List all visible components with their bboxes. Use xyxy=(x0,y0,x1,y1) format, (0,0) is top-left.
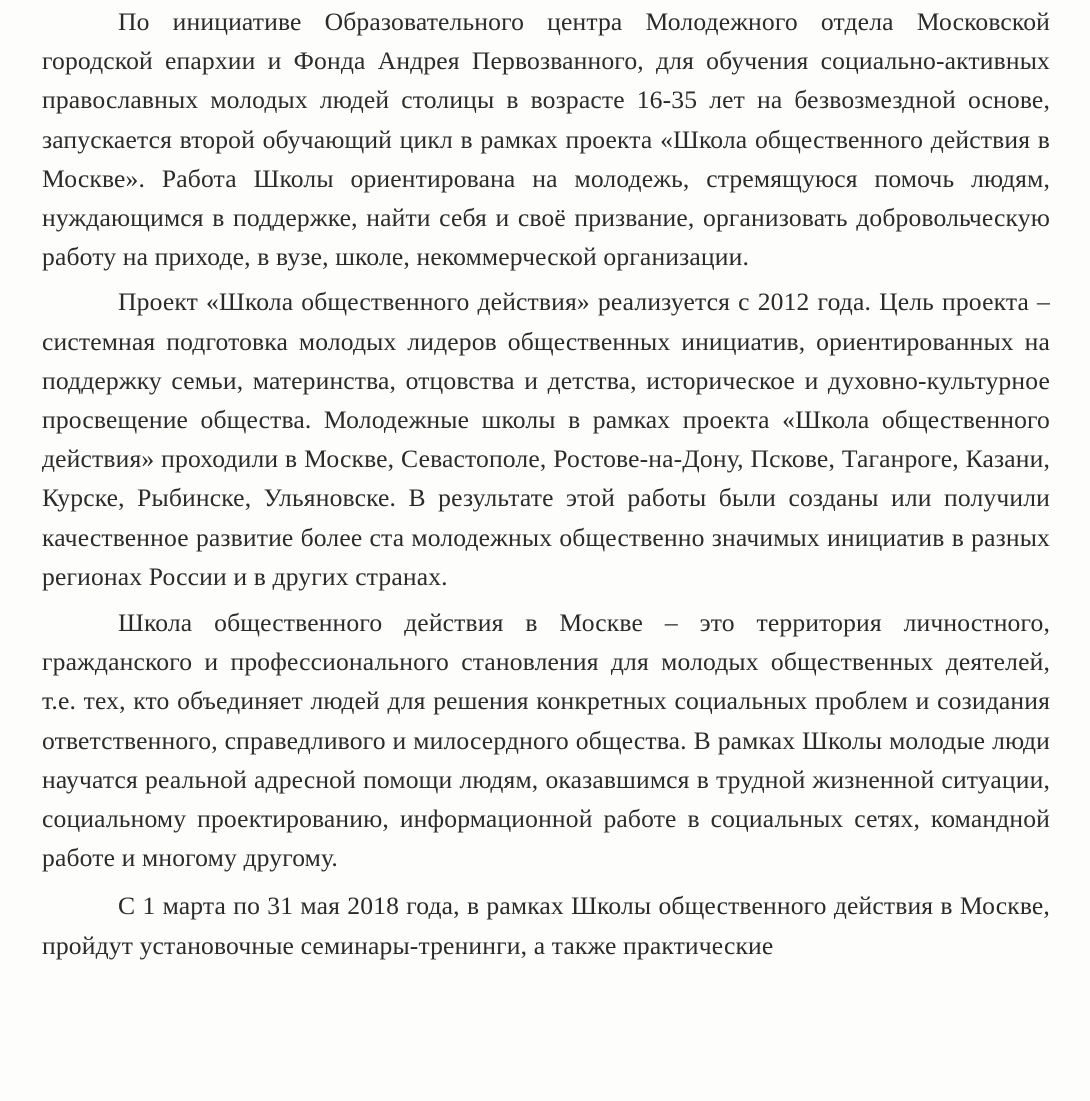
paragraph-schedule: С 1 марта по 31 мая 2018 года, в рамках Школы общественного действия в Москве, пройдут установочные семинары-тренинги, а также практические xyxy=(42,891,1050,960)
paragraph-project: Проект «Школа общественного действия» реализуется с 2012 года. Цель проекта – системная подготовка молодых лидеров общественных инициатив, ориентированных на поддержку семьи, материнства, отцовства и детства, историческое и духовно-культурное просвещение общества. Молодежные школы в рамках проекта «Школа общественного действия» проходили в Москве, Севастополе, Ростове-на-Дону, Пскове, Таганроге, Казани, Курске, Рыбинске, Ульяновске. В результате этой работы были созданы или получили качественное развитие более ста молодежных общественно значимых инициатив в разных регионах России и в других странах. xyxy=(42,287,1050,591)
paragraph-intro: По инициативе Образовательного центра Молодежного отдела Московской городской епархии и Фонда Андрея Первозванного, для обучения социально-активных православных молодых людей столицы в возрасте 16-35 лет на безвозмездной основе, запускается второй обучающий цикл в рамках проекта «Школа общественного действия в Москве». Работа Школы ориентирована на молодежь, стремящуюся помочь людям, нуждающимся в поддержке, найти себя и своё призвание, организовать добровольческую работу на приходе, в вузе, школе, некоммерческой организации. xyxy=(42,7,1050,272)
document-body xyxy=(42,2,1050,965)
paragraph-school: Школа общественного действия в Москве – это территория личностного, гражданского и профессионального становления для молодых общественных деятелей, т.е. тех, кто объединяет людей для решения конкретных социальных проблем и созидания ответственного, справедливого и милосердного общества. В рамках Школы молодые люди научатся реальной адресной помощи людям, оказавшимся в трудной жизненной ситуации, социальному проектированию, информационной работе в социальных сетях, командной работе и многому другому. xyxy=(42,608,1050,873)
